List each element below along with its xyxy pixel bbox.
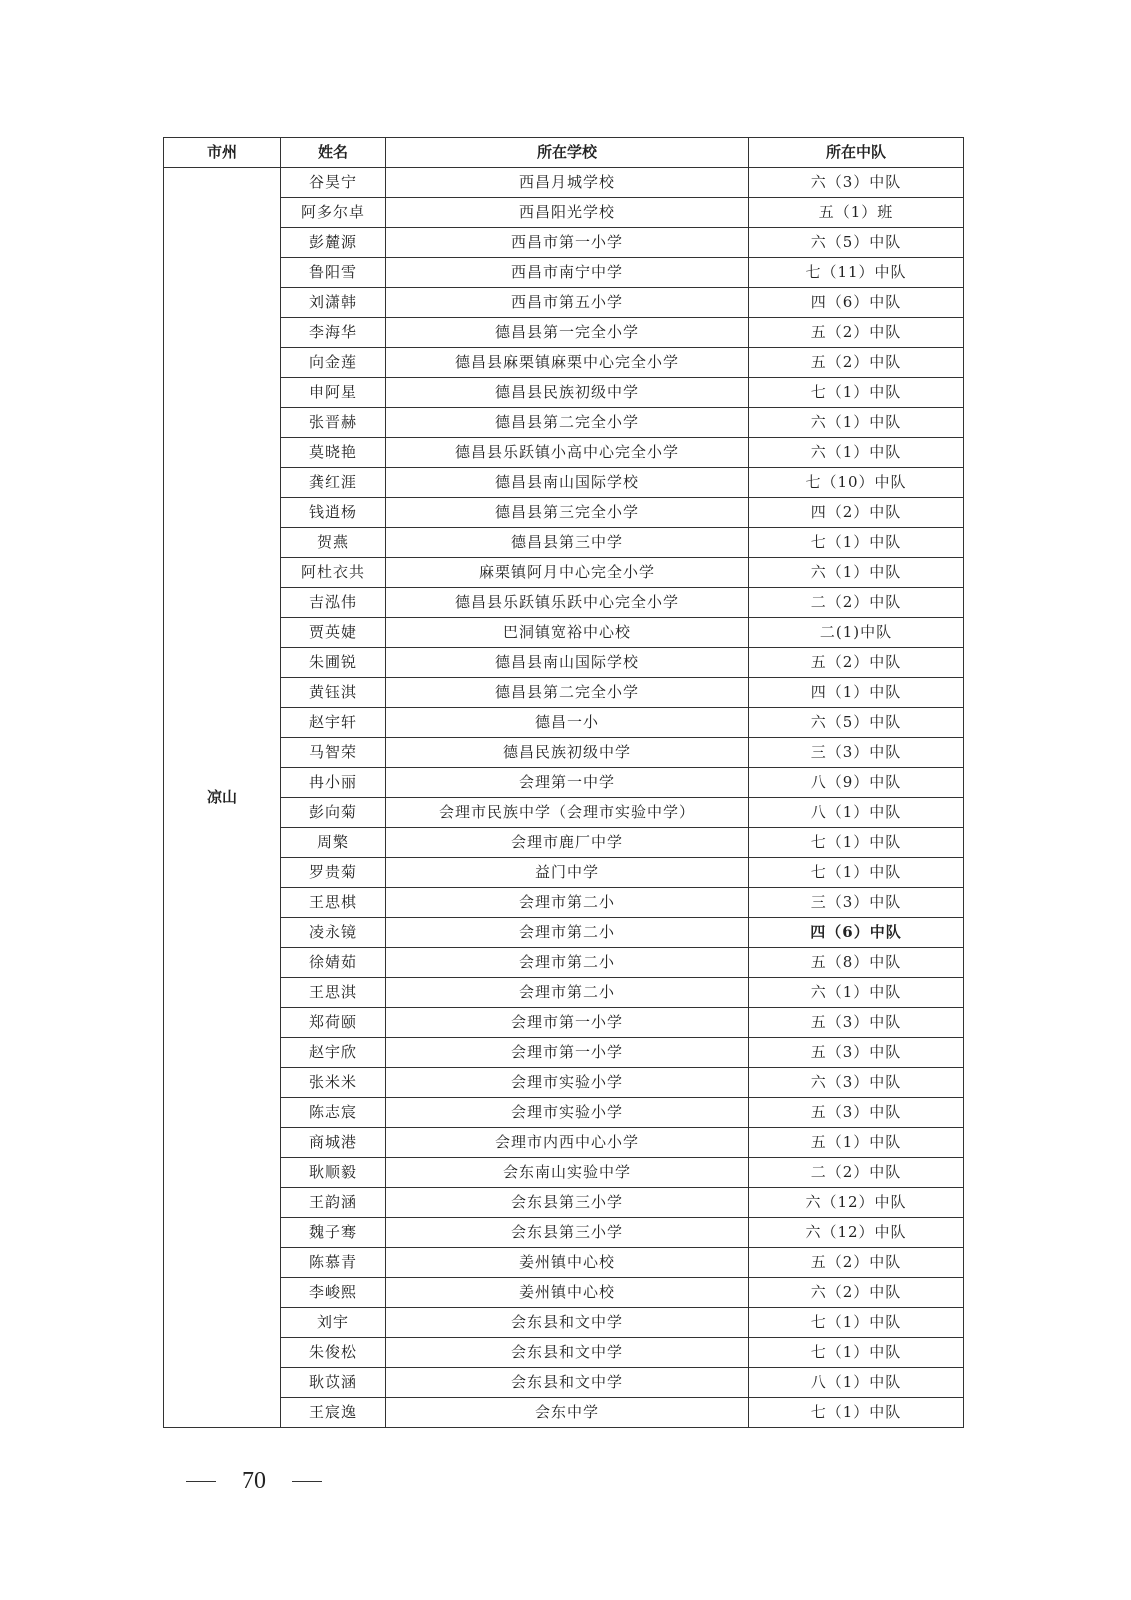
school-cell: 麻栗镇阿月中心完全小学 (386, 558, 749, 588)
table-row (164, 1218, 964, 1248)
school-cell: 西昌市第五小学 (386, 288, 749, 318)
table-row (164, 408, 964, 438)
table-row (164, 288, 964, 318)
squad-cell: 五（2）中队 (749, 648, 964, 678)
table-row (164, 948, 964, 978)
table-row (164, 588, 964, 618)
squad-cell: 五（3）中队 (749, 1098, 964, 1128)
squad-cell: 五（3）中队 (749, 1038, 964, 1068)
squad-cell: 七（1）中队 (749, 858, 964, 888)
school-cell: 西昌市第一小学 (386, 228, 749, 258)
table-row (164, 858, 964, 888)
school-cell: 会东县和文中学 (386, 1308, 749, 1338)
table-row (164, 1398, 964, 1428)
student-name-cell: 黄钰淇 (281, 678, 386, 708)
student-name-cell: 彭麓源 (281, 228, 386, 258)
squad-cell: 七（1）中队 (749, 378, 964, 408)
table-row (164, 618, 964, 648)
table-row (164, 348, 964, 378)
table-row (164, 438, 964, 468)
school-cell: 姜州镇中心校 (386, 1278, 749, 1308)
student-name-cell: 李海华 (281, 318, 386, 348)
table-row (164, 828, 964, 858)
student-name-cell: 钱逍杨 (281, 498, 386, 528)
table-row (164, 738, 964, 768)
squad-cell: 六（12）中队 (749, 1218, 964, 1248)
student-name-cell: 冉小丽 (281, 768, 386, 798)
school-cell: 益门中学 (386, 858, 749, 888)
squad-cell: 五（3）中队 (749, 1008, 964, 1038)
table-row (164, 168, 964, 198)
table-row (164, 1008, 964, 1038)
footer-dash-right (292, 1481, 322, 1482)
school-cell: 会理市第二小 (386, 948, 749, 978)
squad-cell: 四（2）中队 (749, 498, 964, 528)
header-city: 市州 (164, 138, 281, 168)
school-cell: 德昌县民族初级中学 (386, 378, 749, 408)
squad-cell: 六（1）中队 (749, 558, 964, 588)
school-cell: 德昌县麻栗镇麻栗中心完全小学 (386, 348, 749, 378)
squad-cell: 五（2）中队 (749, 1248, 964, 1278)
school-cell: 会东南山实验中学 (386, 1158, 749, 1188)
student-name-cell: 陈志宸 (281, 1098, 386, 1128)
squad-cell: 五（8）中队 (749, 948, 964, 978)
school-cell: 德昌县南山国际学校 (386, 648, 749, 678)
school-cell: 会东县和文中学 (386, 1338, 749, 1368)
squad-cell: 七（10）中队 (749, 468, 964, 498)
squad-cell: 五（2）中队 (749, 318, 964, 348)
squad-cell: 六（1）中队 (749, 438, 964, 468)
table-row (164, 708, 964, 738)
squad-cell: 四（6）中队 (749, 288, 964, 318)
student-name-cell: 王韵涵 (281, 1188, 386, 1218)
student-name-cell: 刘宇 (281, 1308, 386, 1338)
school-cell: 西昌市南宁中学 (386, 258, 749, 288)
table-row (164, 378, 964, 408)
table-row (164, 678, 964, 708)
student-name-cell: 凌永镜 (281, 918, 386, 948)
school-cell: 会理市第二小 (386, 918, 749, 948)
squad-cell: 七（11）中队 (749, 258, 964, 288)
table-row (164, 198, 964, 228)
squad-cell: 七（1）中队 (749, 1398, 964, 1428)
student-name-cell: 商城港 (281, 1128, 386, 1158)
squad-cell: 六（3）中队 (749, 1068, 964, 1098)
header-school: 所在学校 (386, 138, 749, 168)
student-name-cell: 莫晓艳 (281, 438, 386, 468)
table-row (164, 1188, 964, 1218)
school-cell: 德昌一小 (386, 708, 749, 738)
squad-cell: 四（6）中队 (749, 918, 964, 948)
table-row (164, 1308, 964, 1338)
school-cell: 会理市实验小学 (386, 1068, 749, 1098)
school-cell: 西昌阳光学校 (386, 198, 749, 228)
student-name-cell: 赵宇欣 (281, 1038, 386, 1068)
school-cell: 姜州镇中心校 (386, 1248, 749, 1278)
squad-cell: 五（2）中队 (749, 348, 964, 378)
student-name-cell: 郑荷颐 (281, 1008, 386, 1038)
school-cell: 德昌县南山国际学校 (386, 468, 749, 498)
school-cell: 德昌县第三中学 (386, 528, 749, 558)
school-cell: 会理第一中学 (386, 768, 749, 798)
school-cell: 德昌县第二完全小学 (386, 678, 749, 708)
table-row (164, 888, 964, 918)
student-name-cell: 贺燕 (281, 528, 386, 558)
student-name-cell: 罗贵菊 (281, 858, 386, 888)
squad-cell: 七（1）中队 (749, 828, 964, 858)
student-name-cell: 申阿星 (281, 378, 386, 408)
school-cell: 会理市第一小学 (386, 1038, 749, 1068)
student-name-cell: 刘潇韩 (281, 288, 386, 318)
table-row (164, 918, 964, 948)
table-row (164, 1278, 964, 1308)
school-cell: 德昌县乐跃镇小高中心完全小学 (386, 438, 749, 468)
school-cell: 会理市第二小 (386, 978, 749, 1008)
student-name-cell: 周檠 (281, 828, 386, 858)
table-row (164, 468, 964, 498)
city-cell: 凉山 (164, 168, 281, 1428)
school-cell: 会东县第三小学 (386, 1218, 749, 1248)
squad-cell: 二（2）中队 (749, 1158, 964, 1188)
school-cell: 会理市鹿厂中学 (386, 828, 749, 858)
school-cell: 会东县第三小学 (386, 1188, 749, 1218)
squad-cell: 八（1）中队 (749, 798, 964, 828)
student-name-cell: 彭向菊 (281, 798, 386, 828)
squad-cell: 六（1）中队 (749, 408, 964, 438)
header-name: 姓名 (281, 138, 386, 168)
squad-cell: 三（3）中队 (749, 738, 964, 768)
squad-cell: 五（1）班 (749, 198, 964, 228)
student-name-cell: 张米米 (281, 1068, 386, 1098)
page-number: 70 (242, 1468, 266, 1494)
student-name-cell: 朱圃锐 (281, 648, 386, 678)
school-cell: 会理市第二小 (386, 888, 749, 918)
table-row (164, 1368, 964, 1398)
table-row (164, 648, 964, 678)
student-name-cell: 向金莲 (281, 348, 386, 378)
table-row (164, 798, 964, 828)
table-row (164, 768, 964, 798)
student-name-cell: 阿多尔卓 (281, 198, 386, 228)
table-row (164, 1068, 964, 1098)
squad-cell: 七（1）中队 (749, 528, 964, 558)
squad-cell: 七（1）中队 (749, 1308, 964, 1338)
student-name-cell: 阿杜衣共 (281, 558, 386, 588)
student-name-cell: 耿顺毅 (281, 1158, 386, 1188)
school-cell: 会理市实验小学 (386, 1098, 749, 1128)
student-name-cell: 贾英婕 (281, 618, 386, 648)
squad-cell: 三（3）中队 (749, 888, 964, 918)
squad-cell: 六（1）中队 (749, 978, 964, 1008)
squad-cell: 八（1）中队 (749, 1368, 964, 1398)
student-name-cell: 陈慕青 (281, 1248, 386, 1278)
student-name-cell: 鲁阳雪 (281, 258, 386, 288)
student-name-cell: 王思棋 (281, 888, 386, 918)
student-name-cell: 赵宇轩 (281, 708, 386, 738)
squad-cell: 七（1）中队 (749, 1338, 964, 1368)
roster-table (163, 137, 964, 1428)
squad-cell: 六（2）中队 (749, 1278, 964, 1308)
page-footer (186, 1468, 322, 1495)
student-name-cell: 魏子骞 (281, 1218, 386, 1248)
table-header-row (164, 138, 964, 168)
table-row (164, 1338, 964, 1368)
student-name-cell: 吉泓伟 (281, 588, 386, 618)
squad-cell: 二（2）中队 (749, 588, 964, 618)
school-cell: 西昌月城学校 (386, 168, 749, 198)
student-name-cell: 龚红涯 (281, 468, 386, 498)
squad-cell: 五（1）中队 (749, 1128, 964, 1158)
student-name-cell: 耿苡涵 (281, 1368, 386, 1398)
school-cell: 德昌县第二完全小学 (386, 408, 749, 438)
table-row (164, 528, 964, 558)
table-row (164, 558, 964, 588)
squad-cell: 六（3）中队 (749, 168, 964, 198)
school-cell: 德昌县第三完全小学 (386, 498, 749, 528)
school-cell: 会理市内西中心小学 (386, 1128, 749, 1158)
school-cell: 会理市第一小学 (386, 1008, 749, 1038)
table-row (164, 1038, 964, 1068)
table-row (164, 318, 964, 348)
table-row (164, 1248, 964, 1278)
footer-dash-left (186, 1481, 216, 1482)
table-row (164, 228, 964, 258)
school-cell: 会东中学 (386, 1398, 749, 1428)
student-name-cell: 李峻熙 (281, 1278, 386, 1308)
student-name-cell: 王宸逸 (281, 1398, 386, 1428)
table-row (164, 498, 964, 528)
table-row (164, 978, 964, 1008)
squad-cell: 四（1）中队 (749, 678, 964, 708)
squad-cell: 六（12）中队 (749, 1188, 964, 1218)
student-name-cell: 谷昊宁 (281, 168, 386, 198)
table-row (164, 1128, 964, 1158)
student-name-cell: 徐婧茹 (281, 948, 386, 978)
school-cell: 德昌县第一完全小学 (386, 318, 749, 348)
table-row (164, 1098, 964, 1128)
student-name-cell: 马智荣 (281, 738, 386, 768)
squad-cell: 八（9）中队 (749, 768, 964, 798)
school-cell: 巴洞镇宽裕中心校 (386, 618, 749, 648)
table-body (164, 168, 964, 1428)
squad-cell: 六（5）中队 (749, 228, 964, 258)
student-name-cell: 张晋赫 (281, 408, 386, 438)
table-row (164, 1158, 964, 1188)
student-name-cell: 王思淇 (281, 978, 386, 1008)
student-name-cell: 朱俊松 (281, 1338, 386, 1368)
squad-cell: 六（5）中队 (749, 708, 964, 738)
school-cell: 德昌民族初级中学 (386, 738, 749, 768)
squad-cell: 二(1)中队 (749, 618, 964, 648)
table-row (164, 258, 964, 288)
school-cell: 德昌县乐跃镇乐跃中心完全小学 (386, 588, 749, 618)
school-cell: 会东县和文中学 (386, 1368, 749, 1398)
header-squad: 所在中队 (749, 138, 964, 168)
school-cell: 会理市民族中学（会理市实验中学） (386, 798, 749, 828)
